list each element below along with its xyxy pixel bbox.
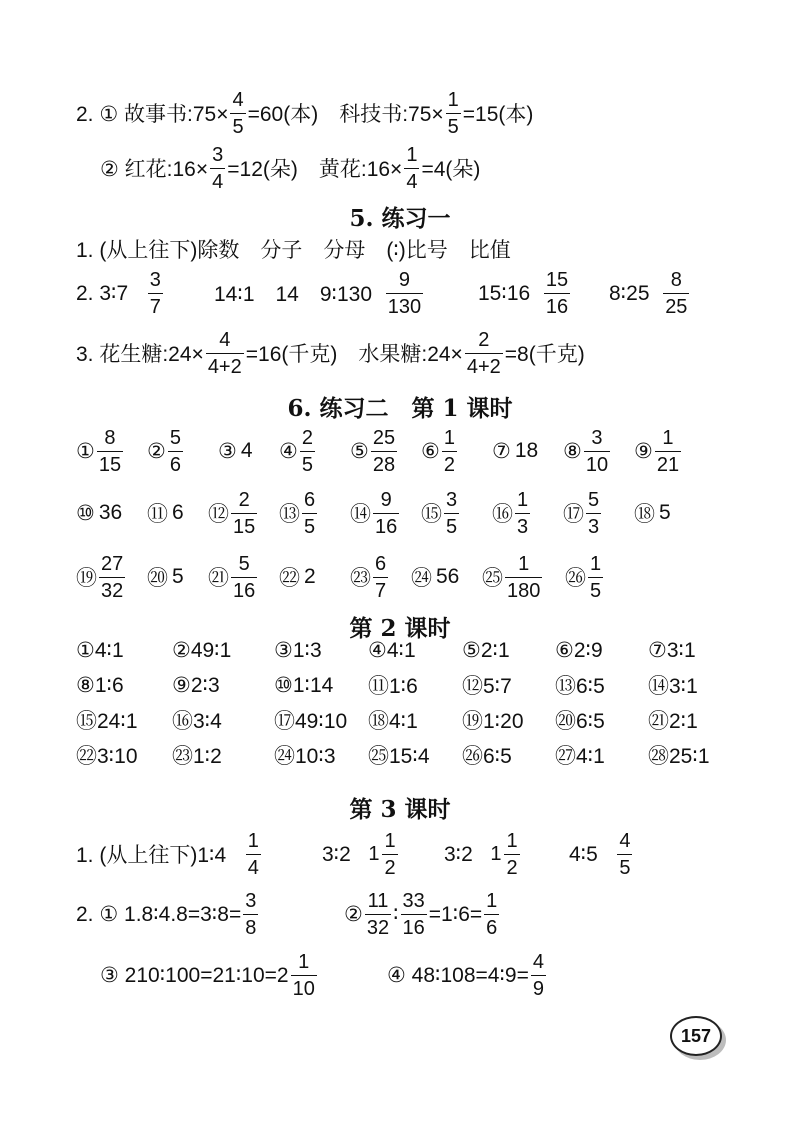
denominator: 4+2 <box>465 353 503 377</box>
denominator: 9 <box>531 975 546 999</box>
item-number: ⑱ <box>634 503 655 526</box>
fraction <box>231 554 257 601</box>
answer-item <box>609 262 691 324</box>
answer-item <box>563 482 603 544</box>
fraction <box>210 145 225 192</box>
text-segment: 14∶1 14 9∶130 <box>214 283 373 306</box>
text-segment: 3∶2 <box>322 842 351 866</box>
answer-value: 36 <box>98 501 123 524</box>
answer-item <box>444 823 522 885</box>
numerator: 1 <box>518 552 530 575</box>
answer-item <box>421 420 459 482</box>
denominator: 5 <box>444 513 459 537</box>
whole-part: 1 <box>490 842 502 865</box>
fraction <box>231 490 257 537</box>
lesson-2-row <box>0 665 800 705</box>
answer-line-l3-3 <box>0 944 800 1006</box>
answer-item <box>208 482 259 544</box>
ratio-answer: ⑪1∶6 <box>368 675 418 698</box>
answer-text <box>76 82 533 144</box>
denominator: 32 <box>365 914 391 938</box>
answer-item <box>634 420 683 482</box>
numerator: 9 <box>398 268 410 291</box>
answer-value: 5 <box>172 565 184 588</box>
item-number: ⑳ <box>147 567 168 590</box>
answer-item <box>147 482 184 544</box>
answer-line-l3-2 <box>0 883 800 945</box>
lesson-1-row <box>0 546 800 608</box>
item-number: ㉓ <box>350 567 371 590</box>
denominator: 5 <box>300 451 315 475</box>
fraction <box>504 831 519 878</box>
denominator: 16 <box>544 293 570 317</box>
fraction <box>531 952 546 999</box>
numerator: 4 <box>232 88 244 111</box>
whole-part: 1 <box>368 842 380 865</box>
ratio-answer: ⑲1∶20 <box>462 710 524 733</box>
fraction <box>617 831 632 878</box>
denominator: 8 <box>243 914 258 938</box>
text-segment: =8(千克) <box>504 343 585 366</box>
denominator: 10 <box>291 975 317 999</box>
answer-item <box>76 420 125 482</box>
numerator: 1 <box>486 889 498 912</box>
item-number: ⑮ <box>421 503 442 526</box>
ratio-answer: ④4∶1 <box>368 638 416 662</box>
numerator: 25 <box>372 426 396 449</box>
denominator: 6 <box>484 914 499 938</box>
denominator: 5 <box>588 577 603 601</box>
answer-value: 18 <box>514 439 539 462</box>
denominator: 3 <box>586 513 601 537</box>
answer-item <box>569 823 634 885</box>
answer-text <box>76 322 585 384</box>
denominator: 21 <box>655 451 681 475</box>
text-segment: 1. (从上往下)1∶4 <box>76 844 227 867</box>
numerator: 9 <box>380 488 392 511</box>
denominator: 2 <box>504 854 519 878</box>
answer-item <box>208 546 259 608</box>
answer-line-5-3 <box>0 322 800 384</box>
fraction <box>442 428 457 475</box>
answer-item <box>279 546 316 608</box>
ratio-answer: ㉖6∶5 <box>462 745 512 768</box>
fraction <box>446 90 461 137</box>
text-segment: ③ 210∶100=21∶10=2 <box>100 963 289 987</box>
numerator: 1 <box>298 950 310 973</box>
page-number: 157 <box>670 1016 722 1056</box>
item-number: ㉑ <box>208 567 229 590</box>
fraction <box>444 490 459 537</box>
item-number: ㉔ <box>411 567 432 590</box>
item-number: ⑥ <box>421 439 440 463</box>
answer-line-2-1 <box>0 82 800 144</box>
answer-item <box>387 944 548 1006</box>
fraction <box>484 891 499 938</box>
numerator: 1 <box>517 488 529 511</box>
ratio-answer: ⑭3∶1 <box>648 675 698 698</box>
answer-item <box>634 482 671 544</box>
text-segment: =12(朵) 黄花:16× <box>227 158 403 181</box>
answer-value: 4 <box>240 439 253 462</box>
lesson-1-row <box>0 482 800 544</box>
fraction <box>243 891 258 938</box>
fraction <box>300 428 315 475</box>
ratio-answer: ㉗4∶1 <box>555 745 605 768</box>
ratio-answer: ⑯3∶4 <box>172 710 222 733</box>
numerator: 33 <box>402 889 425 912</box>
numerator: 1 <box>443 426 455 449</box>
fraction <box>584 428 610 475</box>
text-segment: =1∶6= <box>428 902 483 926</box>
denominator: 15 <box>97 451 123 475</box>
answer-text <box>100 137 480 199</box>
fraction <box>168 428 183 475</box>
numerator: 11 <box>367 889 389 912</box>
fraction <box>465 330 503 377</box>
text-segment: =16(千克) 水果糖:24× <box>245 343 463 366</box>
answer-value: 5 <box>659 501 671 524</box>
lesson-2-row <box>0 735 800 775</box>
answer-item <box>482 546 544 608</box>
denominator: 15 <box>231 513 257 537</box>
ratio-answer: ⑧1∶6 <box>76 673 124 697</box>
fraction <box>588 554 603 601</box>
fraction <box>246 831 261 878</box>
numerator: 5 <box>588 488 600 511</box>
item-number: ⑦ <box>492 439 511 463</box>
answer-item <box>147 546 184 608</box>
ratio-answer: ㉓1∶2 <box>172 745 222 768</box>
item-number: ㉒ <box>279 567 300 590</box>
denominator: 5 <box>446 113 461 137</box>
numerator: 8 <box>670 268 682 291</box>
numerator: 4 <box>619 829 631 852</box>
denominator: 5 <box>302 513 317 537</box>
text-segment: ④ 48∶108=4∶9= <box>387 963 529 987</box>
denominator: 130 <box>386 293 423 317</box>
denominator: 5 <box>617 854 632 878</box>
item-number: ③ <box>218 439 237 463</box>
section-title-6: 6. 练习二 第 1 课时 <box>287 395 513 422</box>
fraction <box>230 90 245 137</box>
fraction <box>404 145 419 192</box>
answer-item <box>76 262 165 324</box>
ratio-answer: ㉕15∶4 <box>368 745 430 768</box>
fraction <box>97 428 123 475</box>
text-segment: 2. ① 故事书:75× <box>76 103 229 126</box>
item-number: ⑯ <box>492 503 513 526</box>
answer-item <box>147 420 185 482</box>
ratio-answer: ③1∶3 <box>274 638 322 662</box>
numerator: 3 <box>591 426 603 449</box>
answer-line-2-2 <box>0 137 800 199</box>
fraction <box>663 270 689 317</box>
denominator: 7 <box>373 577 388 601</box>
denominator: 4 <box>404 168 419 192</box>
fraction <box>401 891 427 938</box>
denominator: 16 <box>401 914 427 938</box>
lesson-2-row <box>0 630 800 670</box>
fraction <box>373 554 388 601</box>
numerator: 6 <box>304 488 316 511</box>
text-segment: 3∶2 <box>444 842 473 866</box>
denominator: 6 <box>168 451 183 475</box>
numerator: 1 <box>247 829 259 852</box>
item-number: ⑪ <box>147 503 168 526</box>
numerator: 3 <box>446 488 458 511</box>
numerator: 2 <box>478 328 490 351</box>
answer-line-l3-1 <box>0 823 800 885</box>
numerator: 4 <box>219 328 231 351</box>
numerator: 1 <box>506 829 518 852</box>
fraction <box>586 490 601 537</box>
numerator: 27 <box>101 552 124 575</box>
text-segment: 8∶25 <box>609 281 650 305</box>
item-number: ⑩ <box>76 501 95 525</box>
item-number: ① <box>76 439 95 463</box>
section-title-5: 5. 练习一 <box>349 205 451 232</box>
answer-item <box>350 420 399 482</box>
item-number: ④ <box>279 439 298 463</box>
answer-text: 1. (从上往下)除数 分子 分母 (∶)比号 比值 <box>76 239 511 262</box>
denominator: 10 <box>584 451 610 475</box>
numerator: 1 <box>384 829 396 852</box>
fraction <box>365 891 391 938</box>
numerator: 1 <box>406 143 418 166</box>
answer-value: 6 <box>172 501 184 524</box>
answer-item <box>279 482 319 544</box>
fraction <box>382 831 397 878</box>
answer-item <box>279 420 317 482</box>
numerator: 8 <box>104 426 116 449</box>
fraction <box>655 428 681 475</box>
answer-item <box>76 482 122 544</box>
denominator: 2 <box>382 854 397 878</box>
text-segment: 4∶5 <box>569 842 598 866</box>
ratio-answer: ㉒3∶10 <box>76 745 138 768</box>
answer-item <box>478 262 572 324</box>
fraction <box>302 490 317 537</box>
item-number: ⑫ <box>208 503 229 526</box>
numerator: 3 <box>212 143 224 166</box>
item-number: ⑤ <box>350 439 369 463</box>
fraction <box>505 554 542 601</box>
denominator: 16 <box>231 577 257 601</box>
text-segment: ② 红花:16× <box>100 158 209 181</box>
text-segment: 2. ① 1.8∶4.8=3∶8= <box>76 902 242 926</box>
ratio-answer: ⑩1∶14 <box>274 673 334 697</box>
lesson-2-row <box>0 700 800 740</box>
fraction <box>386 270 423 317</box>
ratio-answer: ⑦3∶1 <box>648 638 696 662</box>
fraction <box>291 952 317 999</box>
answer-item <box>350 482 401 544</box>
ratio-answer: ⑰49∶10 <box>274 710 348 733</box>
denominator: 4 <box>210 168 225 192</box>
numerator: 5 <box>169 426 181 449</box>
fraction <box>206 330 244 377</box>
numerator: 1 <box>662 426 674 449</box>
answer-item <box>218 420 253 482</box>
text-segment: =4(朵) <box>421 158 481 181</box>
text-segment: ∶ <box>393 902 399 926</box>
lesson-2-title: 第 2 课时 <box>349 615 451 642</box>
fraction <box>544 270 570 317</box>
ratio-answer: ②49∶1 <box>172 638 232 662</box>
answer-item <box>421 482 461 544</box>
ratio-answer: ㉘25∶1 <box>648 745 710 768</box>
answer-item <box>76 883 260 945</box>
numerator: 1 <box>590 552 602 575</box>
denominator: 180 <box>505 577 542 601</box>
numerator: 15 <box>545 268 569 291</box>
item-number: ⑭ <box>350 503 371 526</box>
fraction <box>515 490 530 537</box>
denominator: 7 <box>148 293 163 317</box>
numerator: 5 <box>238 552 250 575</box>
numerator: 2 <box>301 426 313 449</box>
ratio-answer: ㉔10∶3 <box>274 745 336 768</box>
answer-item <box>565 546 605 608</box>
answer-item <box>492 482 532 544</box>
ratio-answer: ⑨2∶3 <box>172 673 220 697</box>
answer-item <box>350 546 390 608</box>
text-segment: 15∶16 <box>478 281 531 305</box>
answer-value: 56 <box>436 565 460 588</box>
item-number: ㉖ <box>565 567 586 590</box>
denominator: 32 <box>99 577 125 601</box>
text-segment: =15(本) <box>462 103 534 126</box>
text-segment: =60(本) 科技书:75× <box>247 103 444 126</box>
ratio-answer: ⑫5∶7 <box>462 675 512 698</box>
fraction <box>148 270 163 317</box>
denominator: 2 <box>442 451 457 475</box>
item-number: ㉕ <box>482 567 503 590</box>
item-number: ⑲ <box>76 567 97 590</box>
answer-item <box>100 944 319 1006</box>
answer-item <box>563 420 612 482</box>
numerator: 6 <box>375 552 387 575</box>
ratio-answer: ⑮24∶1 <box>76 710 138 733</box>
text-segment: ② <box>344 902 363 926</box>
item-number: ⑨ <box>634 439 653 463</box>
answer-item <box>214 262 425 324</box>
denominator: 4 <box>246 854 261 878</box>
ratio-answer: ⑱4∶1 <box>368 710 418 733</box>
denominator: 28 <box>371 451 397 475</box>
ratio-answer: ⑤2∶1 <box>462 638 510 662</box>
ratio-answer: ⑬6∶5 <box>555 675 605 698</box>
item-number: ② <box>147 439 166 463</box>
numerator: 3 <box>149 268 161 291</box>
answer-item <box>76 823 263 885</box>
answer-item <box>411 546 459 608</box>
ratio-answer: ⑥2∶9 <box>555 638 603 662</box>
lesson-3-title: 第 3 课时 <box>349 796 451 823</box>
denominator: 3 <box>515 513 530 537</box>
item-number: ⑬ <box>279 503 300 526</box>
fraction <box>371 428 397 475</box>
denominator: 5 <box>230 113 245 137</box>
answer-item <box>492 420 538 482</box>
ratio-answer: ①4∶1 <box>76 638 124 662</box>
numerator: 1 <box>447 88 459 111</box>
denominator: 16 <box>373 513 399 537</box>
numerator: 3 <box>245 889 257 912</box>
fraction <box>373 490 399 537</box>
item-number: ⑧ <box>563 439 582 463</box>
text-segment: 3. 花生糖:24× <box>76 343 204 366</box>
fraction <box>99 554 125 601</box>
ratio-answer: ㉑2∶1 <box>648 710 698 733</box>
numerator: 2 <box>238 488 250 511</box>
lesson-1-row <box>0 420 800 482</box>
answer-item <box>344 883 501 945</box>
answer-line-5-2 <box>0 262 800 324</box>
item-number: ⑰ <box>563 503 584 526</box>
answer-item <box>322 823 400 885</box>
answer-item <box>76 546 127 608</box>
denominator: 4+2 <box>206 353 244 377</box>
text-segment: 2. 3∶7 <box>76 281 129 305</box>
numerator: 4 <box>532 950 544 973</box>
denominator: 25 <box>663 293 689 317</box>
answer-value: 2 <box>304 565 316 588</box>
ratio-answer: ⑳6∶5 <box>555 710 605 733</box>
